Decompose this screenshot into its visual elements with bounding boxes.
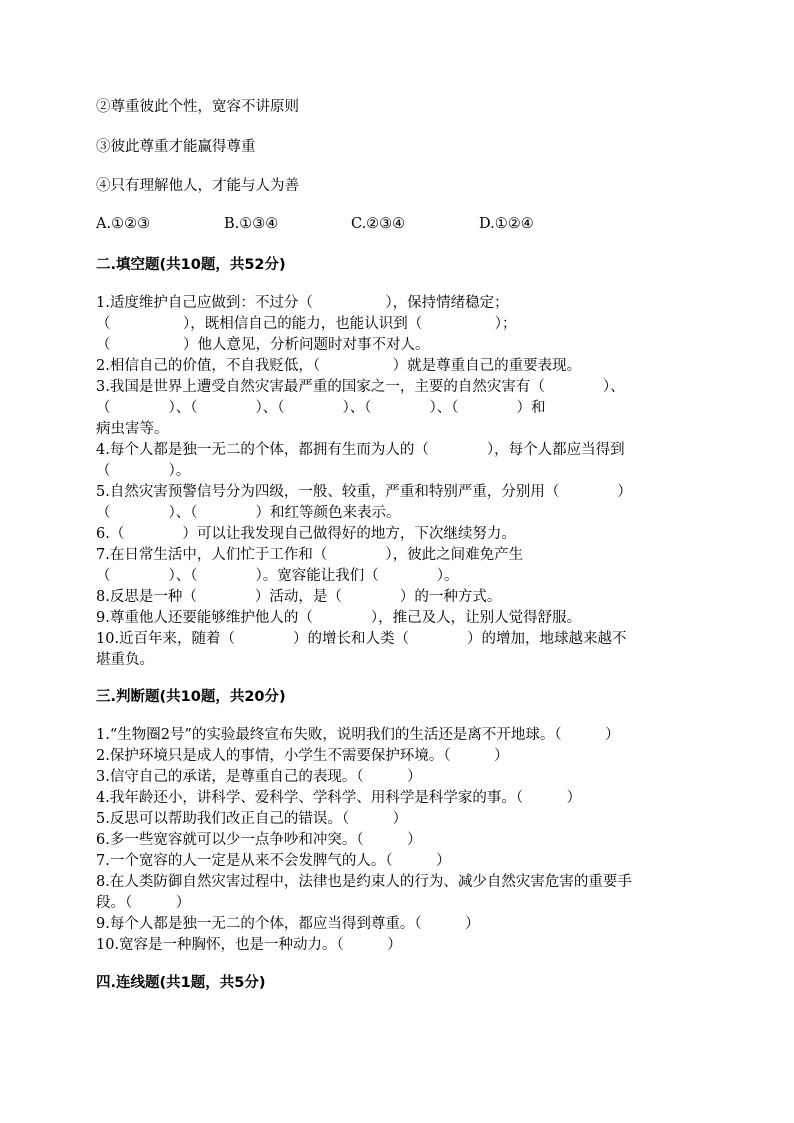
- judge-line: 7.一个宽容的人一定是从来不会发脾气的人。（ ）: [96, 853, 451, 869]
- judge-line: 9.每个人都是独一无二的个体，都应当得到尊重。（ ）: [96, 916, 480, 932]
- option-d: D.①②④: [479, 216, 534, 232]
- section-heading-judge: 三.判断题(共10题，共20分): [96, 689, 286, 705]
- fill-line: （ ）他人意见，分析问题时对事不对人。: [96, 337, 430, 353]
- fill-line: 10.近百年来，随着（ ）的增长和人类（ ）的增加，地球越来越不: [96, 631, 627, 647]
- fill-line: 4.每个人都是独一无二的个体，都拥有生而为人的（ ），每个人都应当得到: [96, 442, 625, 458]
- fill-line: 5.自然灾害预警信号分为四级，一般、较重，严重和特别严重，分别用（ ）: [96, 484, 632, 500]
- judge-line: 段。（ ）: [96, 895, 191, 911]
- fill-line: 6.（ ）可以让我发现自己做得好的地方，下次继续努力。: [96, 526, 516, 542]
- option-c: C.②③④: [351, 216, 406, 232]
- judge-line: 8.在人类防御自然灾害过程中，法律也是约束人的行为、减少自然灾害危害的重要手: [96, 874, 632, 890]
- option-a: A.①②③: [96, 216, 151, 232]
- fill-line: 9.尊重他人还要能够维护他人的（ ），推己及人，让别人觉得舒服。: [96, 610, 582, 626]
- judge-line: 10.宽容是一种胸怀，也是一种动力。（ ）: [96, 937, 402, 953]
- fill-line: 堪重负。: [96, 652, 154, 668]
- fill-line: 7.在日常生活中，人们忙于工作和（ ），彼此之间难免产生: [96, 547, 524, 563]
- fill-line: （ ）、（ ）。宽容能让我们（ ）。: [96, 568, 459, 584]
- fill-line: （ ），既相信自己的能力，也能认识到（ ）；: [96, 316, 517, 332]
- choice-item-4: ④只有理解他人，才能与人为善: [96, 178, 299, 194]
- judge-line: 1.“生物圈2号”的实验最终宣布失败，说明我们的生活还是离不开地球。（ ）: [96, 727, 620, 743]
- fill-line: 1.适度维护自己应做到：不过分（ ），保持情绪稳定；: [96, 295, 509, 311]
- fill-line: （ ）、（ ）和红等颜色来表示。: [96, 505, 401, 521]
- fill-line: （ ）、（ ）、（ ）、（ ）、（ ）和: [96, 400, 546, 416]
- section-heading-matching: 四.连线题(共1题，共5分): [96, 975, 266, 991]
- fill-line: （ ）。: [96, 463, 191, 479]
- judge-line: 5.反思可以帮助我们改正自己的错误。（ ）: [96, 811, 408, 827]
- section-heading-fill-in: 二.填空题(共10题，共52分): [96, 257, 286, 273]
- option-b: B.①③④: [224, 216, 279, 232]
- judge-line: 4.我年龄还小，讲科学、爱科学、学科学、用科学是科学家的事。（ ）: [96, 790, 582, 806]
- fill-line: 8.反思是一种（ ）活动，是（ ）的一种方式。: [96, 589, 502, 605]
- choice-item-3: ③彼此尊重才能赢得尊重: [96, 139, 256, 155]
- fill-line: 病虫害等。: [96, 421, 169, 437]
- fill-line: 2.相信自己的价值，不自我贬低，（ ）就是尊重自己的重要表现。: [96, 358, 582, 374]
- judge-line: 3.信守自己的承诺，是尊重自己的表现。（ ）: [96, 769, 422, 785]
- judge-line: 2.保护环境只是成人的事情，小学生不需要保护环境。（ ）: [96, 748, 509, 764]
- fill-line: 3.我国是世界上遭受自然灾害最严重的国家之一，主要的自然灾害有（ ）、: [96, 379, 625, 395]
- choice-item-2: ②尊重彼此个性，宽容不讲原则: [96, 99, 299, 115]
- judge-line: 6.多一些宽容就可以少一点争吵和冲突。（ ）: [96, 832, 422, 848]
